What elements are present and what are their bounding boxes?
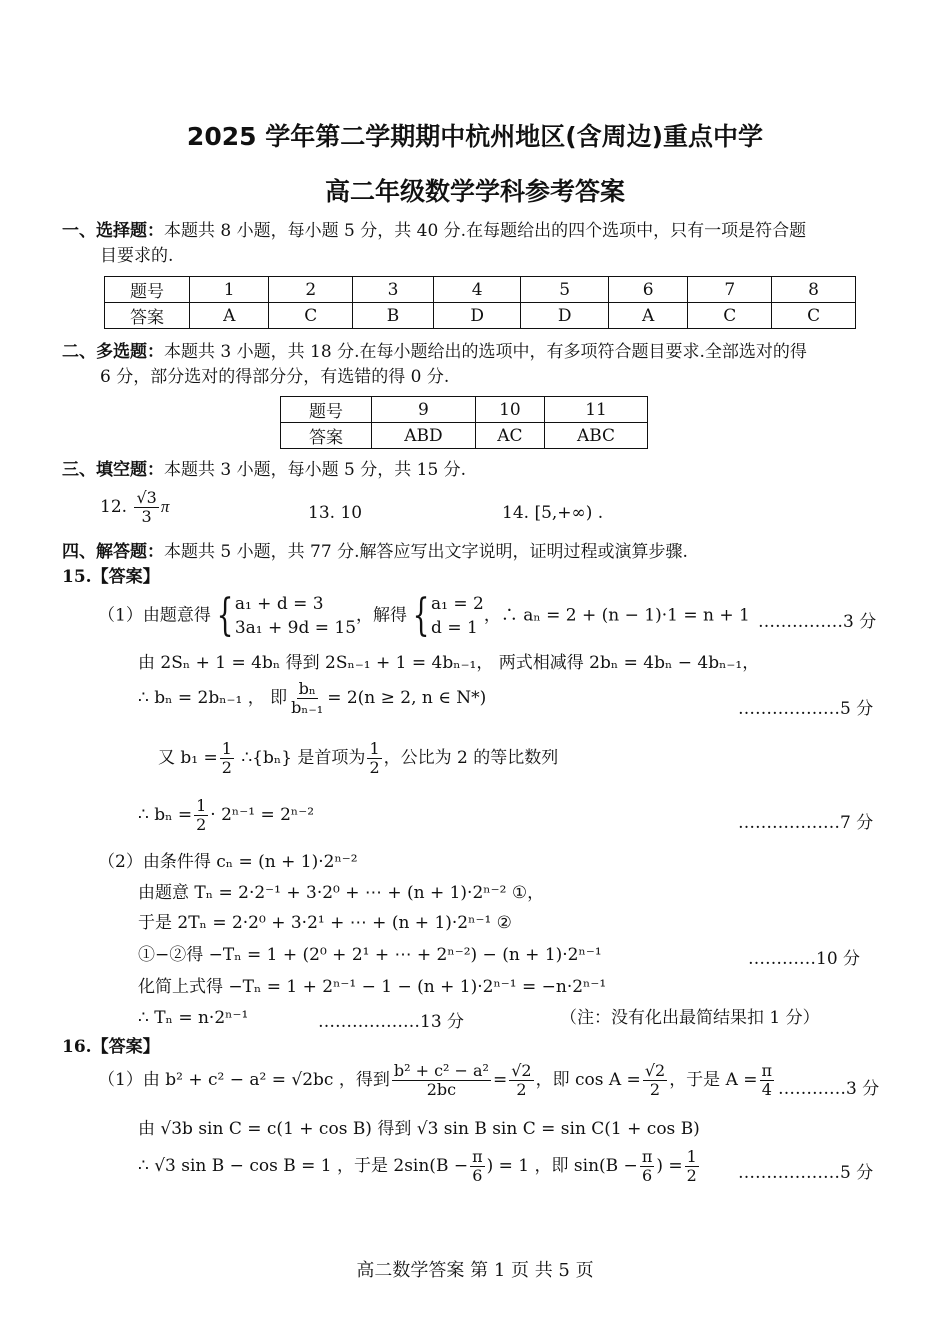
denominator: 2 [221,758,232,777]
part1-desc-cont: 目要求的. [100,246,174,266]
q15-step5 [138,797,314,834]
numerator: b² + c² − a² [393,1061,489,1080]
fraction [220,740,234,777]
table-header-cell: 题号 [281,397,372,423]
q15-label: 15.【答案】 [62,567,160,587]
denominator: 2 [196,815,207,834]
score-mark: ………………5 分 [738,1163,874,1183]
table-cell: 8 [772,277,856,303]
equation: 3a₁ + 9d = 15 [234,618,357,638]
numerator: 1 [369,739,380,758]
table-cell: 3 [353,277,434,303]
text: ，即 cos A = [535,1070,641,1090]
table-row [105,303,856,329]
denominator: 6 [472,1166,483,1185]
numerator: √3 [136,488,157,507]
part2-desc-cont: 6 分，部分选对的得部分分，有选错的得 0 分. [100,367,450,387]
denominator: 6 [641,1166,653,1185]
fraction [509,1062,533,1099]
text: ∴ bₙ = 2bₙ₋₁ ， 即 [138,688,288,708]
answer-q13: 13. 10 [308,503,363,523]
denominator: 2 [516,1080,527,1099]
table-cell: D [521,303,609,329]
score-mark: ………………7 分 [738,813,874,833]
denominator: 4 [761,1080,772,1099]
text: 又 b₁ = [158,748,218,768]
part1-desc: 本题共 8 小题，每小题 5 分，共 40 分.在每题给出的四个选项中，只有一项是符合题 [164,221,807,241]
numerator: π [472,1147,483,1166]
part2-desc: 本题共 3 小题，共 18 分.在每小题给出的选项中，有多项符合题目要求.全部选对的得 [164,342,807,362]
page-subtitle: 高二年级数学学科参考答案 [324,177,625,206]
equation: a₁ = 2 [431,594,484,614]
equation-system: { a₁ + d = 3 3a₁ + 9d = 15 [216,590,357,641]
answer-q12 [100,489,169,526]
part2-heading-line [62,341,807,363]
q15-step2: 由 2Sₙ + 1 = 4bₙ 得到 2Sₙ₋₁ + 1 = 4bₙ₋₁， 两式相减得 2bₙ = 4bₙ − 4bₙ₋₁， [138,653,760,673]
fraction [643,1062,667,1099]
q12-label: 12. [100,497,128,517]
part3-heading: 三、填空题： [62,460,164,480]
q15-part2-step2: 由题意 Tₙ = 2·2⁻¹ + 3·2⁰ + ⋯ + (n + 1)·2ⁿ⁻² ①， [138,883,545,903]
numerator: bₙ [298,679,316,698]
q15-step1 [98,592,750,640]
text: ，于是 A = [669,1070,758,1090]
answer-q14: 14. [5,+∞) . [502,503,604,523]
part4-heading: 四、解答题： [62,542,164,562]
text: ，∴ aₙ = 2 + (n − 1)·1 = n + 1 [483,605,750,626]
part3-desc: 本题共 3 小题，每小题 5 分，共 15 分. [164,460,467,480]
text: （1）由 b² + c² − a² = √2bc ，得到 [98,1070,390,1090]
denominator: 2 [686,1166,697,1185]
text: ，公比为 2 的等比数列 [383,748,559,768]
table-cell: 9 [372,397,476,423]
numerator: π [641,1147,653,1166]
q16-step1 [98,1062,776,1099]
page-title: 2025 学年第二学期期中杭州地区(含周边)重点中学 [186,122,764,151]
part4-desc: 本题共 5 小题，共 77 分.解答应写出文字说明，证明过程或演算步骤. [164,542,688,562]
text: （1）由题意得 [98,605,211,626]
part1-answer-table [104,276,856,329]
fraction [289,680,325,717]
denominator: 2 [649,1080,661,1099]
table-header-cell: 答案 [105,303,190,329]
equation: a₁ + d = 3 [234,594,324,614]
part3-heading-line [62,459,466,481]
table-row [105,277,856,303]
numerator: 1 [196,796,207,815]
q16-step2: 由 √3b sin C = c(1 + cos B) 得到 √3 sin B sin C = sin C(1 + cos B) [138,1119,700,1139]
numerator: √2 [511,1061,532,1080]
score-mark: ……………3 分 [758,612,877,632]
denominator: 3 [141,507,152,526]
fraction [392,1062,491,1099]
score-mark: ………………13 分 [318,1012,465,1032]
pi-symbol: π [160,497,170,516]
table-cell: ABC [545,423,648,449]
table-cell: 4 [433,277,521,303]
table-cell: 1 [190,277,269,303]
denominator: 2bc [426,1080,457,1099]
table-cell: AC [475,423,544,449]
q15-part2-step1: （2）由条件得 cₙ = (n + 1)·2ⁿ⁻² [98,852,358,872]
text: ) = [656,1156,683,1176]
score-mark: …………3 分 [778,1079,880,1099]
table-cell: 10 [475,397,544,423]
table-cell: A [608,303,687,329]
q16-label: 16.【答案】 [62,1037,160,1057]
text: ∴{bₙ} 是首项为 [241,748,366,768]
table-cell: D [433,303,521,329]
q15-part2-step4: ①−②得 −Tₙ = 1 + (2⁰ + 2¹ + ⋯ + 2ⁿ⁻²) − (n + 1)·2ⁿ⁻¹ [138,945,602,965]
table-cell: 7 [688,277,772,303]
q15-part2-step5: 化简上式得 −Tₙ = 1 + 2ⁿ⁻¹ − 1 − (n + 1)·2ⁿ⁻¹ = −n·2ⁿ⁻¹ [138,977,607,997]
q15-part2-step6: ∴ Tₙ = n·2ⁿ⁻¹ [138,1008,249,1028]
table-cell: 5 [521,277,609,303]
text: ∴ √3 sin B − cos B = 1 ，于是 2sin(B − [138,1156,469,1176]
table-cell: 2 [269,277,353,303]
score-mark: …………10 分 [748,949,861,969]
numerator: 1 [686,1147,697,1166]
table-header-cell: 答案 [281,423,372,449]
fraction [367,740,381,777]
q15-step4 [158,740,558,777]
q16-step3 [138,1148,701,1185]
fraction [760,1062,775,1099]
text: ，解得 [356,605,408,626]
q15-step3 [138,680,486,717]
part4-heading-line [62,541,688,563]
equation: d = 1 [431,618,478,638]
fraction [640,1148,655,1185]
grading-note: （注：没有化出最简结果扣 1 分） [560,1008,820,1028]
text: = [492,1070,508,1090]
text: = 2(n ≥ 2, n ∈ N*) [327,688,487,708]
part1-heading-line [62,220,806,242]
equation-system: { a₁ = 2 d = 1 [412,590,484,641]
table-cell: C [269,303,353,329]
part1-heading: 一、选择题： [62,221,164,241]
page-footer: 高二数学答案 第 1 页 共 5 页 [356,1260,594,1281]
denominator: bₙ₋₁ [291,698,324,717]
table-cell: 11 [545,397,648,423]
table-cell: ABD [372,423,476,449]
score-mark: ………………5 分 [738,699,874,719]
numerator: 1 [221,739,232,758]
part2-answer-table [280,396,648,449]
text: ) = 1 ，即 sin(B − [486,1156,638,1176]
table-header-cell: 题号 [105,277,190,303]
table-cell: B [353,303,434,329]
q15-part2-step3: 于是 2Tₙ = 2·2⁰ + 3·2¹ + ⋯ + (n + 1)·2ⁿ⁻¹ ② [138,913,512,933]
fraction [134,489,158,526]
fraction [470,1148,485,1185]
denominator: 2 [369,758,380,777]
table-cell: A [190,303,269,329]
text: · 2ⁿ⁻¹ = 2ⁿ⁻² [210,805,315,825]
numerator: π [761,1061,773,1080]
fraction [685,1148,699,1185]
text: ∴ bₙ = [138,805,193,825]
table-cell: 6 [608,277,687,303]
table-row [281,397,648,423]
numerator: √2 [644,1061,666,1080]
table-row [281,423,648,449]
table-cell: C [688,303,772,329]
table-cell: C [772,303,856,329]
part2-heading: 二、多选题： [62,342,164,362]
fraction [194,797,208,834]
